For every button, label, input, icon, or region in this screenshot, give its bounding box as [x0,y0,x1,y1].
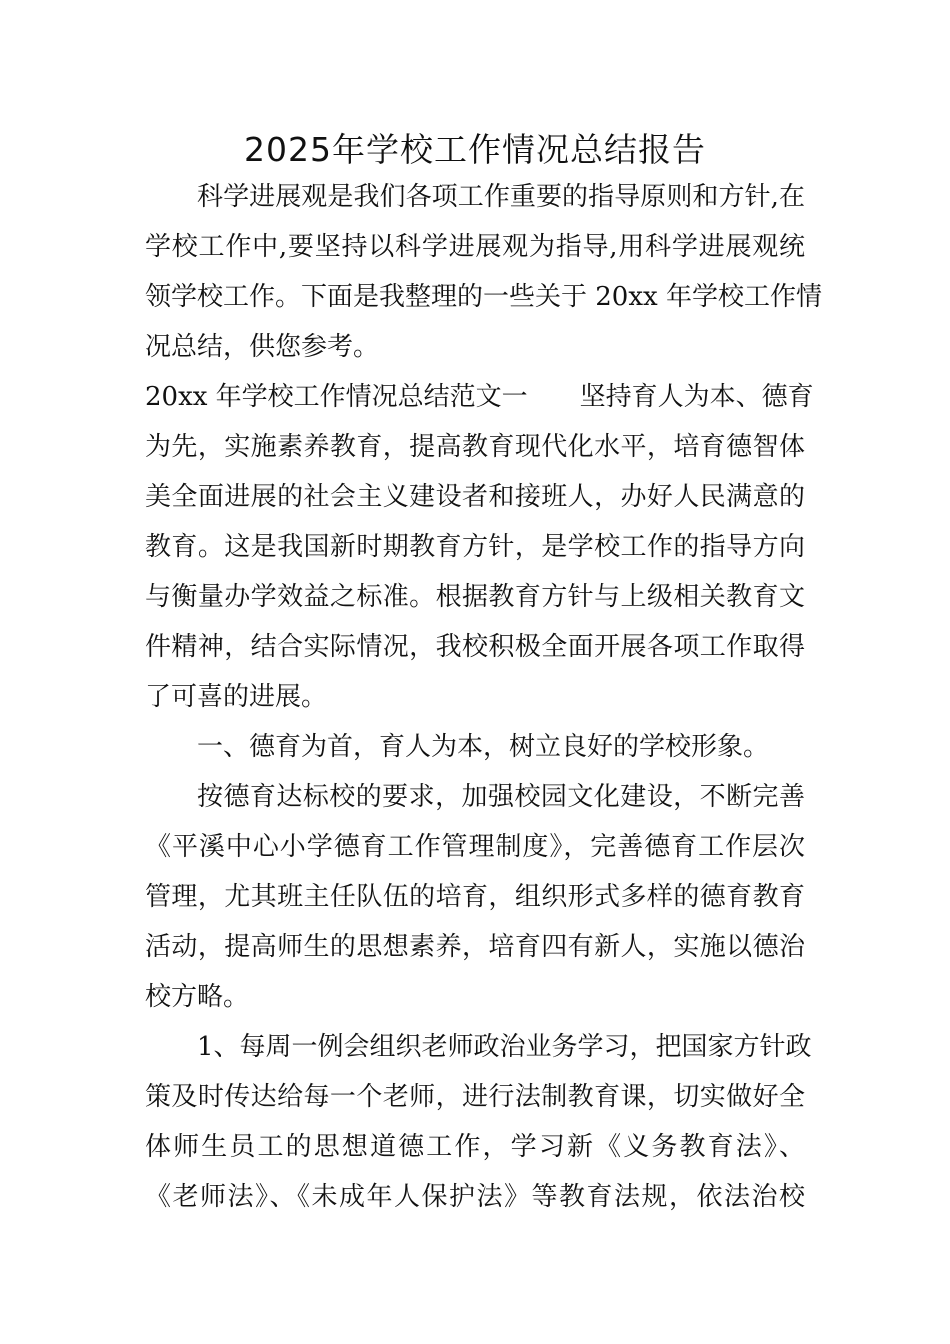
paragraph-line: 策及时传达给每一个老师，进行法制教育课，切实做好全 [145,1082,805,1112]
paragraph-line: 《老师法》、《未成年人保护法》等教育法规，依法治校 [145,1182,805,1212]
paragraph-line: 科学进展观是我们各项工作重要的指导原则和方针,在 [197,182,805,212]
paragraph-line: 《平溪中心小学德育工作管理制度》，完善德育工作层次 [145,832,805,862]
section-heading: 一、德育为首，育人为本，树立良好的学校形象。 [197,732,770,762]
paragraph-line: 学校工作中,要坚持以科学进展观为指导,用科学进展观统 [145,232,805,262]
paragraph-line: 况总结，供您参考。 [145,332,380,362]
paragraph-line: 按德育达标校的要求，加强校园文化建设，不断完善 [197,782,805,812]
paragraph-line: 件精神，结合实际情况，我校积极全面开展各项工作取得 [145,632,805,662]
paragraph-line: 教育。这是我国新时期教育方针，是学校工作的指导方向 [145,532,805,562]
paragraph-line: 20xx 年学校工作情况总结范文一 坚持育人为本、德育 [145,382,814,412]
paragraph-line: 活动，提高师生的思想素养，培育四有新人，实施以德治 [145,932,805,962]
document-title: 2025年学校工作情况总结报告 [244,130,706,169]
paragraph-line: 领学校工作。下面是我整理的一些关于 20xx 年学校工作情 [145,282,822,312]
paragraph-line: 为先，实施素养教育，提高教育现代化水平，培育德智体 [145,432,805,462]
paragraph-line: 管理，尤其班主任队伍的培育，组织形式多样的德育教育 [145,882,805,912]
paragraph-line: 与衡量办学效益之标准。根据教育方针与上级相关教育文 [145,582,805,612]
paragraph-line: 校方略。 [145,982,250,1012]
paragraph-line: 1、每周一例会组织老师政治业务学习，把国家方针政 [197,1032,812,1062]
paragraph-line: 美全面进展的社会主义建设者和接班人，办好人民满意的 [145,482,805,512]
paragraph-line: 体师生员工的思想道德工作，学习新《义务教育法》、 [145,1132,805,1162]
paragraph-line: 了可喜的进展。 [145,682,328,712]
